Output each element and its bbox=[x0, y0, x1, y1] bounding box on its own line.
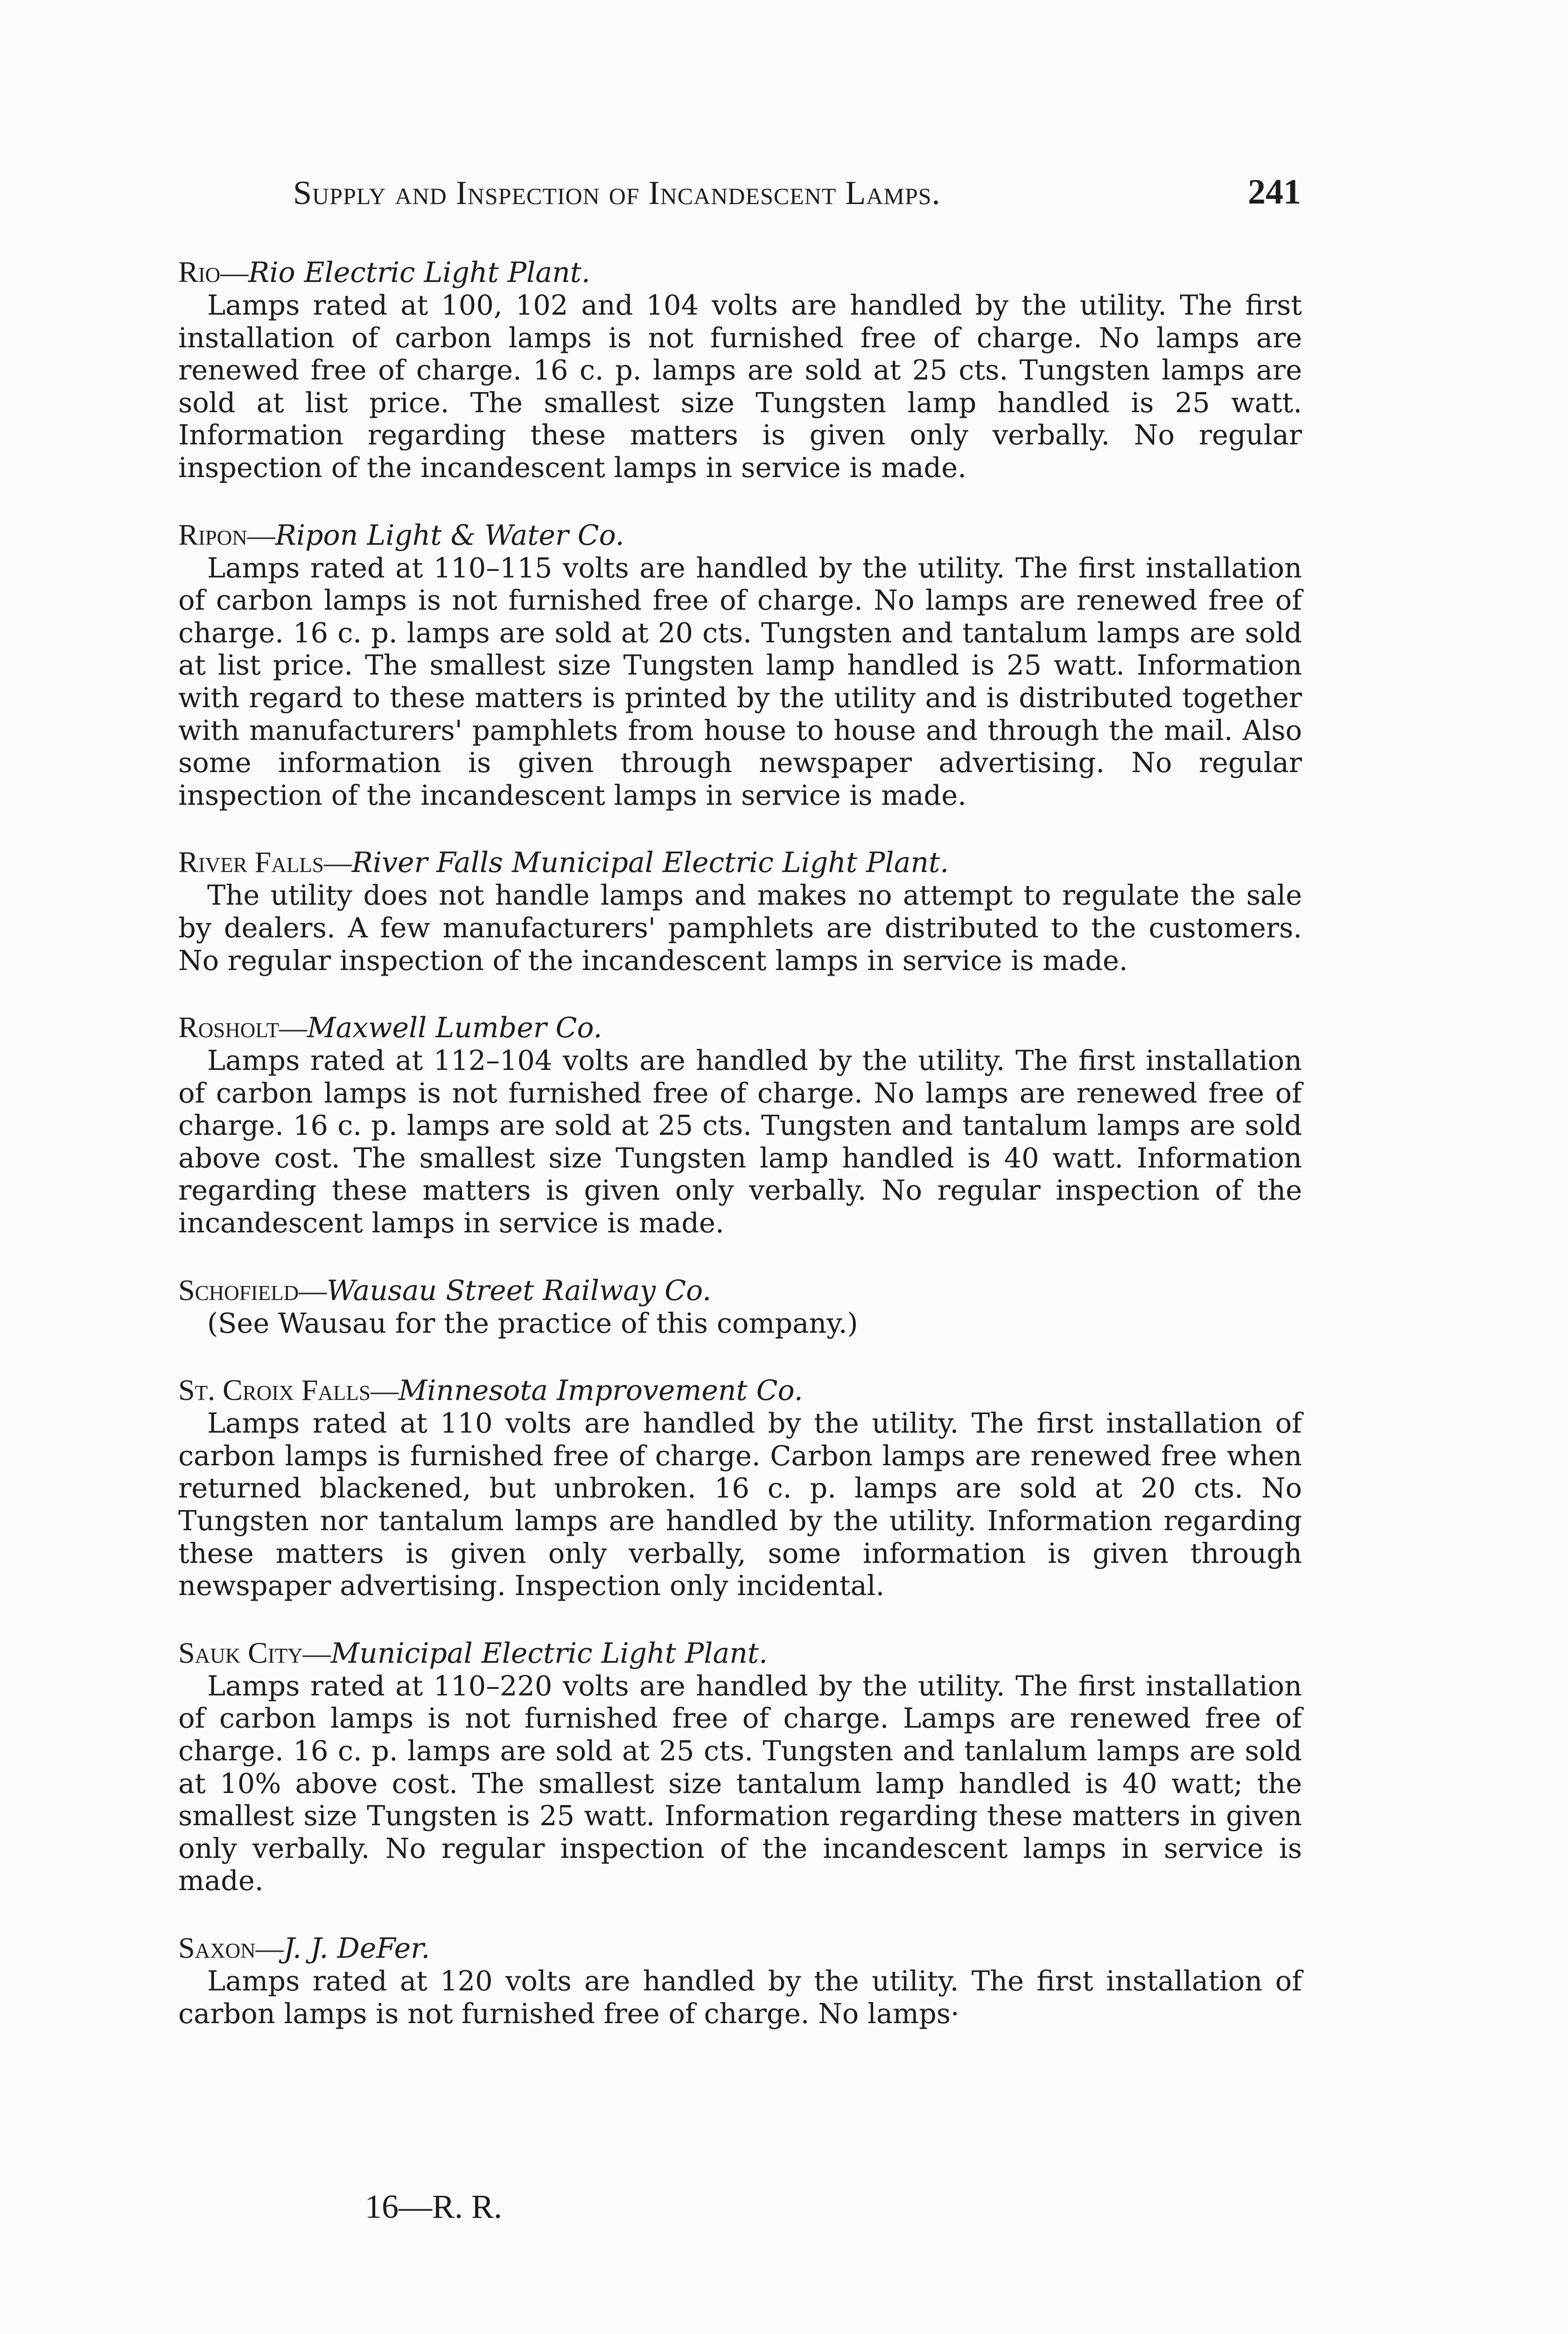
entry-st-croix-falls bbox=[178, 1374, 1302, 1602]
entry-text: Lamps rated at 110–115 volts are handled by the utility. The first installation of carbon lamps is not furnished free of charge. No lamps are renewed free of charge. 16 c. p. lamps are sold at 20 cts. Tungsten and tantalum lamps are sold at list price. The smallest size Tungsten lamp handled is 25 watt. Information with regard to these matters is printed by the utility and is distributed together with manufacturers' pamphlets from house to house and through the mail. Also some information is given through newspaper advertising. No regular inspection of the incandescent lamps in service is made. bbox=[178, 551, 1302, 811]
entry-text: Lamps rated at 112–104 volts are handled by the utility. The first installation of carbon lamps is not furnished free of charge. No lamps are renewed free of charge. 16 c. p. lamps are sold at 25 cts. Tungsten and tantalum lamps are sold above cost. The smallest size Tungsten lamp handled is 40 watt. Information regarding these matters is given only verbally. No regular inspection of the incandescent lamps in service is made. bbox=[178, 1044, 1302, 1239]
entry-heading: Rosholt—Maxwell Lumber Co. bbox=[178, 1011, 602, 1045]
entry-text: The utility does not handle lamps and makes no attempt to regulate the sale by dealers. A few manufacturers' pamphlets are distributed to the customers. No regular inspection of the incandescent lamps in service is made. bbox=[178, 879, 1302, 977]
place-name: Saxon bbox=[178, 1931, 256, 1964]
signature-mark: 16—R. R. bbox=[365, 2188, 503, 2225]
entry-river-falls bbox=[178, 846, 1302, 977]
entry-heading: Sauk City—Municipal Electric Light Plant. bbox=[178, 1636, 768, 1670]
company-name: Maxwell Lumber Co. bbox=[307, 1012, 602, 1045]
entry-schofield bbox=[178, 1274, 1302, 1340]
company-name: Minnesota Improvement Co. bbox=[398, 1374, 803, 1407]
entry-heading: St. Croix Falls—Minnesota Improvement Co. bbox=[178, 1373, 803, 1407]
entry-text: Lamps rated at 100, 102 and 104 volts are handled by the utility. The first installation of carbon lamps is not furnished free of charge. No lamps are renewed free of charge. 16 c. p. lamps are sold at 25 cts. Tungsten lamps are sold at list price. The smallest size Tungsten lamp handled is 25 watt. Information regarding these matters is given only verbally. No regular inspection of the incandescent lamps in service is made. bbox=[178, 289, 1302, 484]
page-body bbox=[178, 256, 1302, 2064]
page-number: 241 bbox=[1248, 172, 1301, 211]
entry-sauk-city bbox=[178, 1637, 1302, 1897]
entry-rio bbox=[178, 256, 1302, 484]
company-name: Wausau Street Railway Co. bbox=[327, 1274, 712, 1307]
place-name: Sauk City bbox=[178, 1636, 303, 1669]
entry-heading: River Falls—River Falls Municipal Electric Light Plant. bbox=[178, 845, 949, 879]
entry-heading: Saxon—J. J. DeFer. bbox=[178, 1931, 430, 1965]
entry-text: Lamps rated at 120 volts are handled by the utility. The first installation of carbon lamps is not furnished free of charge. No lamps· bbox=[178, 1964, 1302, 2030]
place-name: Rosholt bbox=[178, 1011, 280, 1044]
running-title: Supply and Inspection of Incandescent Lamps. bbox=[293, 174, 941, 211]
entry-heading: Schofield—Wausau Street Railway Co. bbox=[178, 1273, 712, 1307]
entry-text: Lamps rated at 110 volts are handled by the utility. The first installation of carbon lamps is furnished free of charge. Carbon lamps are renewed free when returned blackened, but unbroken. 16 c. p. lamps are sold at 20 cts. No Tungsten nor tantalum lamps are handled by the utility. Information regarding these matters is given only verbally, some information is given through newspaper advertising. Inspection only incidental. bbox=[178, 1407, 1302, 1602]
company-name: Rio Electric Light Plant. bbox=[248, 256, 590, 289]
page-header bbox=[293, 174, 1301, 220]
place-name: River Falls bbox=[178, 845, 324, 879]
entry-text: (See Wausau for the practice of this company.) bbox=[207, 1307, 858, 1339]
place-name: St. Croix Falls bbox=[178, 1373, 371, 1407]
place-name: Ripon bbox=[178, 518, 247, 551]
entry-saxon bbox=[178, 1932, 1302, 2030]
place-name: Rio bbox=[178, 255, 221, 288]
entry-heading: Ripon—Ripon Light & Water Co. bbox=[178, 518, 624, 552]
entry-heading: Rio—Rio Electric Light Plant. bbox=[178, 255, 590, 289]
company-name: Ripon Light & Water Co. bbox=[275, 519, 624, 552]
company-name: River Falls Municipal Electric Light Plant. bbox=[351, 846, 949, 879]
entry-ripon bbox=[178, 519, 1302, 812]
company-name: Municipal Electric Light Plant. bbox=[330, 1637, 768, 1670]
place-name: Schofield bbox=[178, 1273, 299, 1307]
entry-text: Lamps rated at 110–220 volts are handled by the utility. The first installation of carbon lamps is not furnished free of charge. Lamps are renewed free of charge. 16 c. p. lamps are sold at 25 cts. Tungsten and tanlalum lamps are sold at 10% above cost. The smallest size tantalum lamp handled is 40 watt; the smallest size Tungsten is 25 watt. Information regarding these matters in given only verbally. No regular inspection of the incandescent lamps in service is made. bbox=[178, 1669, 1302, 1897]
company-name: J. J. DeFer. bbox=[283, 1932, 430, 1965]
entry-rosholt bbox=[178, 1011, 1302, 1239]
